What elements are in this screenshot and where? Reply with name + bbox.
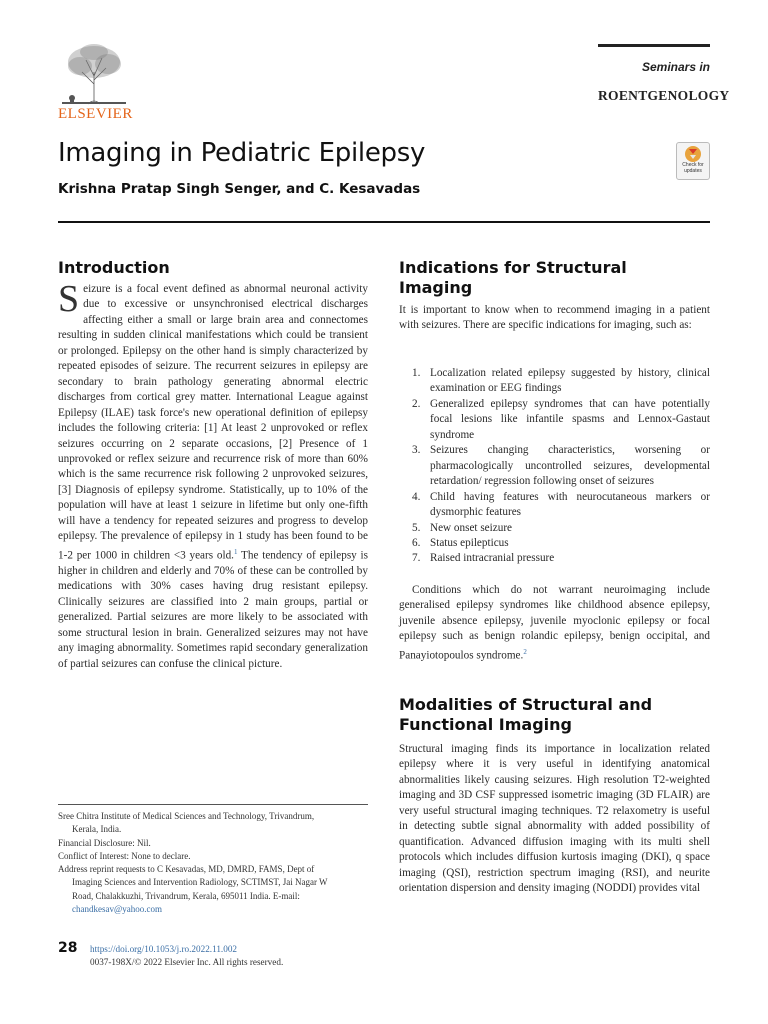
indication-item [399,490,710,521]
modalities-heading [399,695,652,735]
introduction-heading: Introduction [58,258,170,277]
indications-list-container [399,366,710,567]
reprint-address-line: Road, Chalakkuzhi, Trivandrum, Kerala, 695011 India. E-mail: [72,890,300,901]
journal-name-line1: Seminars in [641,60,710,74]
article-authors: Krishna Pratap Singh Senger, and C. Kesavadas [58,181,421,197]
publisher-name: ELSEVIER [58,106,133,122]
indication-item [399,443,710,489]
indication-number: 7. [412,552,421,565]
conditions-paragraph [399,583,710,664]
financial-disclosure: Financial Disclosure: Nil. [58,837,151,848]
conflict-of-interest: Conflict of Interest: None to declare. [58,850,191,861]
introduction-text: eizure is a focal event defined as abnormal neuronal activity due to excessive or unsynchronised electrical discharges affecting either a small or large brain area and connectomes resulting in sudden clinical manifestations which could be transient or prolonged. Epilepsy on the other hand is simply characterized by repeated episodes of seizure. The recurrent seizures in epilepsy are secondary to brain pathology generating abnormal electric discharges from cortical grey matter. International League against Epilepsy (ILAE) task force's new operational definition of epilepsy includes the following criteria: [1] At least 2 unprovoked or reflex seizures occurring on 2 separate occasions, [2] Presence of 1 unprovoked or reflex seizure and recurrence risk of more than 60% which is the same recurrence risk following 2 unprovoked seizures, [3] Diagnosis of epilepsy syndrome. Statistically, up to 10% of the population will have at least 1 seizure in lifetime but only one-fifth will have a tendency for repeated seizures and progress to develop epilepsy. The prevalence of epilepsy in 1 study has been found to be 1-2 per 1000 in children <3 years old. [58,283,368,562]
introduction-text-continued: The tendency of epilepsy is higher in children and elderly and 70% of these can be controlled by medications with 30% cases having drug resistant epilepsy. Clinically seizures are classified into 2 main groups, partial or generalized. Partial seizures are more likely to be associated with some structural lesion in brain. Generalized seizures may not have any imaging abnormality. Sometimes rapid secondary generalization of partial seizures can confuse the clinical picture. [58,549,369,670]
introduction-paragraph [58,278,369,672]
reprint-address-line: Imaging Sciences and Intervention Radiology, SCTIMST, Jai Nagar W [72,877,328,888]
indication-text: New onset seizure [430,521,513,534]
footnotes [58,810,370,916]
indications-heading-line1: Indications for Structural [399,258,627,277]
indication-number: 6. [412,536,421,549]
indications-heading-line2: Imaging [399,278,473,297]
indication-item [399,397,710,443]
drop-cap: S [58,278,80,320]
affiliation-line: Kerala, India. [72,824,122,835]
indication-text: Localization related epilepsy suggested by history, clinical examination or EEG findings [430,367,710,395]
indication-text: Child having features with neurocutaneous markers or dysmorphic features [430,490,710,519]
reference-2-link[interactable]: 2 [523,647,527,656]
modalities-paragraph: Structural imaging finds its importance in localization related epilepsy where it is very useful in identifying anatomical abnormalities likely causing seizures. High resolution T2-weighted imaging and 3D CSF suppressed isometric imaging (3D FLAIR) are very useful structural imaging techniques. T2 relaxometry is useful in detecting subtle signal abnormality with added possibility of quantification. Advanced diffusion imaging with its multi shell protocols which includes diffusion kurtosis imaging (DKI), q space imaging (QSI), restriction spectrum imaging (RSI), and neurite orientation dispersion and density imaging (NODDI) provides vital [399,743,710,895]
indication-text: Generalized epilepsy syndromes that can have potentially focal lesions like infantile spasms and Lennox-Gastaut syndrome [430,397,710,441]
modalities-heading-line2: Functional Imaging [399,715,572,734]
indication-number: 5. [412,521,421,534]
reference-1-link[interactable]: 1 [233,547,238,556]
indication-number: 4. [412,490,421,503]
journal-top-rule [598,44,710,47]
indication-item [399,366,710,397]
indications-heading [399,258,627,298]
article-title: Imaging in Pediatric Epilepsy [58,138,426,168]
indication-item [399,521,710,536]
indication-item [399,536,710,551]
page-number: 28 [58,940,78,956]
journal-name-line2: ROENTGENOLOGY [598,88,730,103]
check-for-updates-button[interactable] [676,142,710,180]
check-for-updates-label: Check for updates [682,162,704,174]
conditions-text: Conditions which do not warrant neuroimaging include generalised epilepsy syndromes like childhood absence epilepsy, juvenile absence epilepsy, juvenile myoclonic epilepsy or focal epilepsy such as benign rolandic epilepsy, benign occipital, and Panayiotopoulos syndrome. [399,584,710,662]
indication-item [399,551,710,566]
modalities-heading-line1: Modalities of Structural and [399,695,653,714]
indication-number: 3. [412,444,421,457]
footnote-divider [58,804,368,805]
indication-text: Status epilepticus [430,536,509,549]
copyright-notice: 0037-198X/© 2022 Elsevier Inc. All rights reserved. [90,957,284,967]
indication-number: 1. [412,367,421,379]
email-link[interactable]: chandkesav@yahoo.com [72,904,163,915]
check-for-updates-icon [677,144,709,164]
indication-text: Seizures changing characteristics, worsening or pharmacologically uncontrolled seizures, developmental retardation/ regression following onset of seizures [430,444,710,488]
doi-link[interactable]: https://doi.org/10.1053/j.ro.2022.11.002 [90,944,238,954]
indications-lead: It is important to know when to recommend imaging in a patient with seizures. There are specific indications for imaging, such as: [399,304,710,332]
indication-text: Raised intracranial pressure [430,552,555,565]
indications-list [399,366,710,567]
reprint-address-line: Address reprint requests to C Kesavadas, MD, DMRD, FAMS, Dept of [58,864,315,875]
affiliation-line: Sree Chitra Institute of Medical Sciences and Technology, Trivandrum, [58,811,315,821]
title-divider [58,221,710,223]
indication-number: 2. [412,397,421,410]
